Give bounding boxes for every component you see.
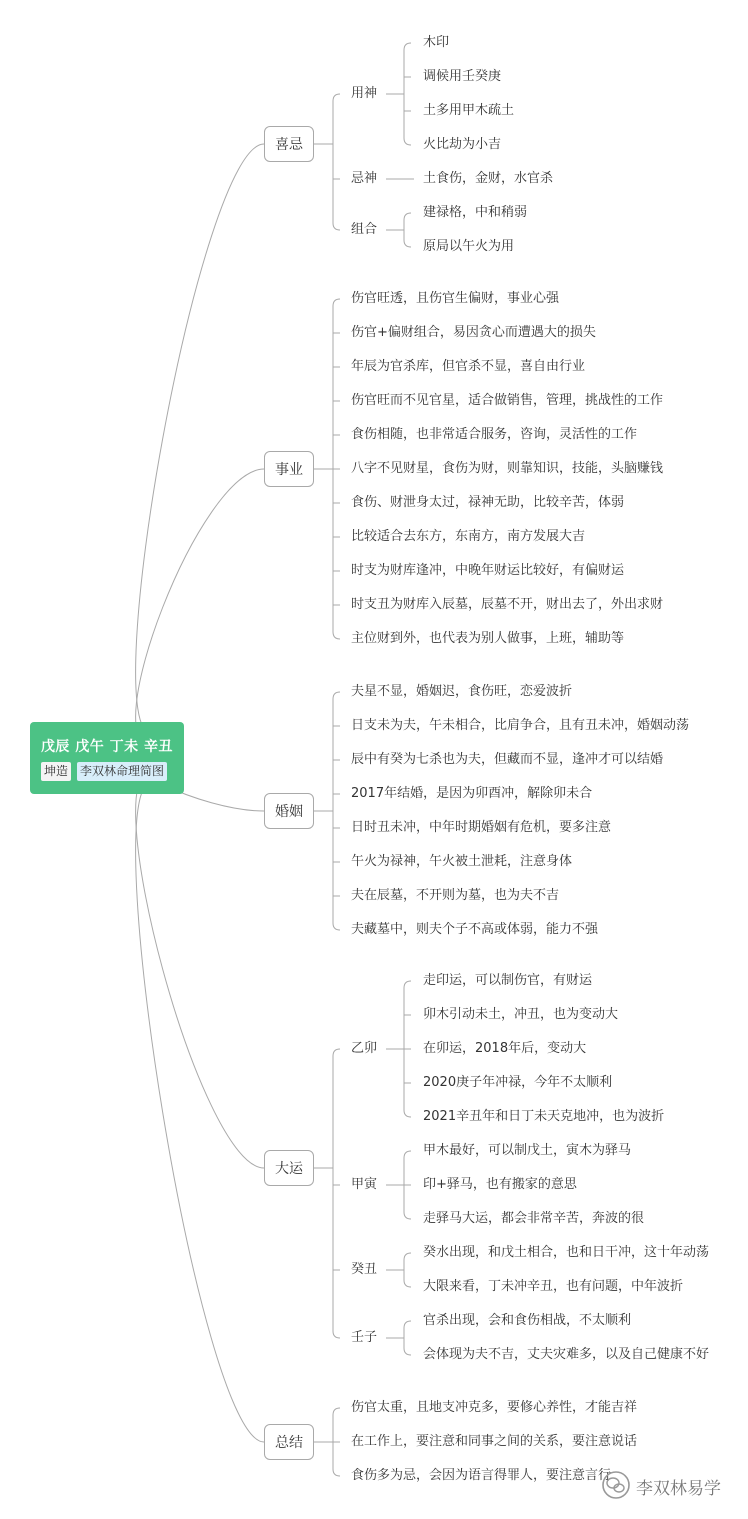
leaf-item: 比较适合去东方，东南方，南方发展大吉 bbox=[351, 529, 586, 544]
leaf-item: 食伤、财泄身太过，禄神无助，比较辛苦，体弱 bbox=[351, 495, 625, 510]
group-label[interactable]: 甲寅 bbox=[351, 1177, 378, 1192]
leaf-item: 八字不见财星，食伤为财，则靠知识，技能，头脑赚钱 bbox=[351, 461, 664, 476]
leaf-item: 大限来看，丁未冲辛丑，也有问题，中年波折 bbox=[423, 1279, 684, 1294]
root-tag-source: 李双林命理简图 bbox=[77, 762, 167, 781]
leaf-item: 主位财到外，也代表为别人做事，上班，辅助等 bbox=[351, 631, 625, 646]
leaf-item: 火比劫为小吉 bbox=[423, 137, 502, 152]
leaf-item: 官杀出现，会和食伤相战，不太顺利 bbox=[423, 1313, 632, 1328]
branch-node-0[interactable]: 喜忌 bbox=[264, 126, 314, 162]
leaf-item: 年辰为官杀库，但官杀不显，喜自由行业 bbox=[351, 359, 586, 374]
root-node[interactable] bbox=[30, 722, 184, 794]
leaf-item: 2020庚子年冲禄，今年不太顺利 bbox=[423, 1075, 613, 1090]
leaf-item: 伤官旺透，且伤官生偏财，事业心强 bbox=[351, 291, 560, 306]
group-label[interactable]: 用神 bbox=[351, 86, 378, 101]
leaf-item: 夫在辰墓，不开则为墓，也为夫不吉 bbox=[351, 888, 560, 903]
branch-node-3[interactable]: 大运 bbox=[264, 1150, 314, 1186]
leaf-item: 夫藏墓中，则夫个子不高或体弱，能力不强 bbox=[351, 922, 599, 937]
root-tag-gender: 坤造 bbox=[41, 762, 71, 781]
leaf-item: 土多用甲木疏土 bbox=[423, 103, 515, 118]
leaf-item: 土食伤，金财，水官杀 bbox=[423, 171, 554, 186]
leaf-item: 伤官旺而不见官星，适合做销售，管理，挑战性的工作 bbox=[351, 393, 664, 408]
leaf-item: 走印运，可以制伤官，有财运 bbox=[423, 973, 593, 988]
leaf-item: 走驿马大运，都会非常辛苦，奔波的很 bbox=[423, 1211, 645, 1226]
group-label[interactable]: 壬子 bbox=[351, 1330, 378, 1345]
group-label[interactable]: 乙卯 bbox=[351, 1041, 378, 1056]
leaf-item: 时支丑为财库入辰墓，辰墓不开，财出去了，外出求财 bbox=[351, 597, 664, 612]
branch-node-2[interactable]: 婚姻 bbox=[264, 793, 314, 829]
leaf-item: 伤官+偏财组合，易因贪心而遭遇大的损失 bbox=[351, 325, 596, 340]
leaf-item: 印+驿马，也有搬家的意思 bbox=[423, 1177, 577, 1192]
leaf-item: 时支为财库逢冲，中晚年财运比较好，有偏财运 bbox=[351, 563, 625, 578]
branch-2-bracket bbox=[333, 692, 340, 930]
leaf-item: 夫星不显，婚姻迟，食伤旺，恋爱波折 bbox=[351, 684, 573, 699]
leaf-item: 午火为禄神，午火被土泄耗，注意身体 bbox=[351, 854, 573, 869]
root-title: 戊辰 戊午 丁未 辛丑 bbox=[40, 739, 174, 755]
branch-0-bracket bbox=[333, 94, 340, 230]
branch-node-4[interactable]: 总结 bbox=[264, 1424, 314, 1460]
leaf-item: 食伤相随，也非常适合服务，咨询，灵活性的工作 bbox=[351, 427, 638, 442]
group-label[interactable]: 组合 bbox=[351, 222, 378, 237]
group-3-3-bracket bbox=[404, 1321, 411, 1355]
group-label[interactable]: 癸丑 bbox=[351, 1262, 378, 1277]
root-to-branch-0 bbox=[136, 144, 264, 734]
leaf-item: 在工作上，要注意和同事之间的关系，要注意说话 bbox=[351, 1434, 638, 1449]
leaf-item: 伤官太重，且地支冲克多，要修心养性，才能吉祥 bbox=[351, 1400, 638, 1415]
leaf-item: 日支未为夫，午未相合，比肩争合，且有丑未冲，婚姻动荡 bbox=[351, 718, 690, 733]
leaf-item: 木印 bbox=[423, 35, 450, 50]
leaf-item: 2021辛丑年和日丁未天克地冲，也为波折 bbox=[423, 1109, 665, 1124]
leaf-item: 会体现为夫不吉，丈夫灾难多，以及自己健康不好 bbox=[423, 1347, 710, 1362]
wechat-icon bbox=[600, 1470, 632, 1500]
root-to-branch-1 bbox=[136, 469, 264, 746]
root-to-branch-4 bbox=[136, 782, 264, 1442]
leaf-item: 建禄格，中和稍弱 bbox=[423, 205, 528, 220]
branch-node-1[interactable]: 事业 bbox=[264, 451, 314, 487]
leaf-item: 原局以午火为用 bbox=[423, 239, 515, 254]
leaf-item: 甲木最好，可以制戊土，寅木为驿马 bbox=[423, 1143, 632, 1158]
branch-3-bracket bbox=[333, 1049, 340, 1338]
leaf-item: 调候用壬癸庚 bbox=[423, 69, 502, 84]
group-3-2-bracket bbox=[404, 1253, 411, 1287]
leaf-item: 在卯运，2018年后，变动大 bbox=[423, 1041, 587, 1056]
group-0-0-bracket bbox=[404, 43, 411, 145]
leaf-item: 癸水出现，和戊土相合，也和日干冲，这十年动荡 bbox=[423, 1245, 710, 1260]
leaf-item: 辰中有癸为七杀也为夫，但藏而不显，逢冲才可以结婚 bbox=[351, 752, 664, 767]
leaf-item: 卯木引动未土，冲丑，也为变动大 bbox=[423, 1007, 619, 1022]
leaf-item: 2017年结婚，是因为卯酉冲，解除卯未合 bbox=[351, 786, 593, 801]
group-label[interactable]: 忌神 bbox=[351, 171, 378, 186]
root-to-branch-3 bbox=[136, 770, 264, 1168]
watermark-text: 李双林易学 bbox=[636, 1479, 721, 1499]
group-0-2-bracket bbox=[404, 213, 411, 247]
leaf-item: 日时丑未冲，中年时期婚姻有危机，要多注意 bbox=[351, 820, 612, 835]
leaf-item: 食伤多为忌，会因为语言得罪人，要注意言行 bbox=[351, 1468, 612, 1483]
